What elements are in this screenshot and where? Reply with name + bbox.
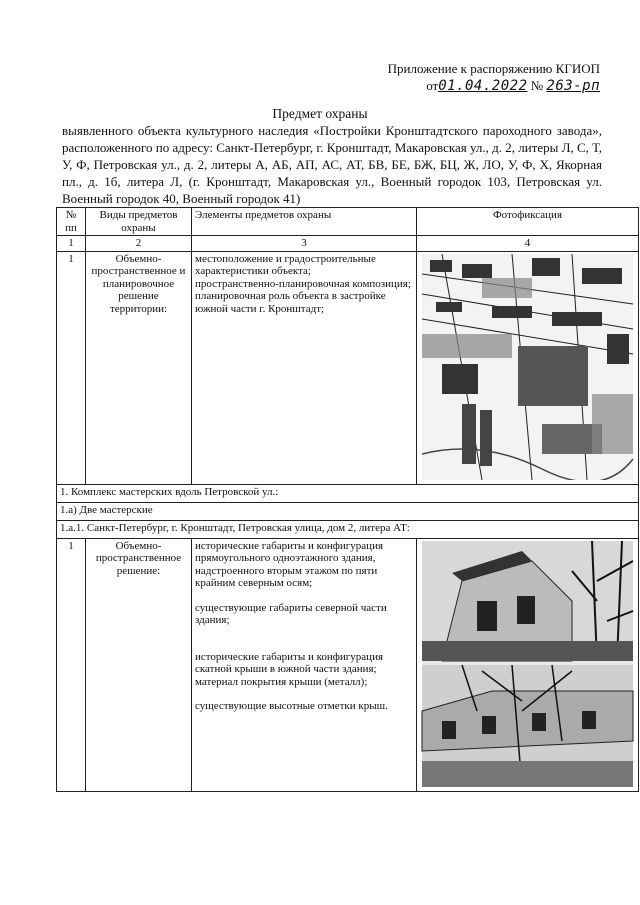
order-number: 263-рп	[546, 78, 600, 94]
row-number: 1	[57, 538, 86, 791]
table-header-row	[57, 208, 639, 236]
header-photo: Фотофиксация	[417, 208, 639, 236]
section-row	[57, 520, 639, 538]
col-number-1: 1	[57, 236, 86, 252]
map-photo-cell	[417, 251, 639, 484]
col-number-4: 4	[417, 236, 639, 252]
section-row	[57, 502, 639, 520]
col-number-2: 2	[86, 236, 192, 252]
protection-kind: Объемно-пространственное решение:	[86, 538, 192, 791]
order-date: 01.04.2022	[438, 78, 528, 94]
document-intro: выявленного объекта культурного наследия «Постройки Кронштадтского пароходного завода», расположенного по адресу: Санкт-Петербург, г. Кронштадт, Макаровская ул., д. 2, литеры Л, С, Т, У, Ф, Петровская ул., д. 2, литеры А, АБ, АП, АС, АТ, БВ, БЕ, БЖ, БЦ, Ж, ЛО, У, Ф, Х, Якорная пл., д. 1б, литера Л, (г. Кронштадт, Макаровская ул., Военный городок 103, Петровская ул. Военный городок 40, Военный городок 41)	[62, 123, 603, 206]
section-row	[57, 484, 639, 502]
element-item: исторические габариты и конфигурация прямоугольного одноэтажного здания, надстроенного вторым этажом по пяти крайним северным осям;	[195, 539, 384, 589]
element-item: существующие габариты северной части здания;	[195, 601, 387, 626]
appendix-header	[388, 60, 600, 95]
appendix-title: Приложение к распоряжению КГИОП	[387, 61, 600, 76]
section-heading-1: 1. Комплекс мастерских вдоль Петровской ул.:	[57, 484, 639, 502]
header-number: № пп	[57, 208, 86, 236]
building-photo-cell	[417, 538, 639, 791]
date-prefix: от	[426, 78, 439, 93]
section-heading-1a1: 1.а.1. Санкт-Петербург, г. Кронштадт, Петровская улица, дом 2, литера АТ:	[57, 520, 639, 538]
table-row	[57, 538, 639, 791]
header-elements: Элементы предметов охраны	[192, 208, 417, 236]
element-item: планировочная роль объекта в застройке южной части г. Кронштадт;	[195, 290, 386, 315]
row-number: 1	[57, 251, 86, 484]
protection-elements	[192, 538, 417, 791]
upper-photo	[422, 541, 633, 661]
building-photo-image	[419, 541, 636, 787]
order-line	[388, 77, 600, 95]
section-heading-1a: 1.а) Две мастерские	[57, 502, 639, 520]
element-item: исторические габариты и конфигурация скатной крыши в южной части здания; материал покрытия крыши (металл);	[195, 650, 384, 688]
protection-elements	[192, 251, 417, 484]
table-numbering-row	[57, 236, 639, 252]
lower-photo	[422, 665, 633, 787]
number-prefix: №	[530, 78, 544, 93]
document-title: Предмет охраны	[272, 106, 368, 121]
protection-table	[56, 207, 639, 792]
site-plan-map-image	[419, 254, 636, 480]
header-kind: Виды предметов охраны	[86, 208, 192, 236]
table-row	[57, 251, 639, 484]
col-number-3: 3	[192, 236, 417, 252]
protection-kind: Объемно-пространственное и планировочное решение территории:	[86, 251, 192, 484]
element-item: существующие высотные отметки крыш.	[195, 700, 388, 712]
element-item: пространственно-планировочная композиция;	[195, 277, 411, 290]
element-item: местоположение и градостроительные характеристики объекта;	[195, 252, 376, 277]
